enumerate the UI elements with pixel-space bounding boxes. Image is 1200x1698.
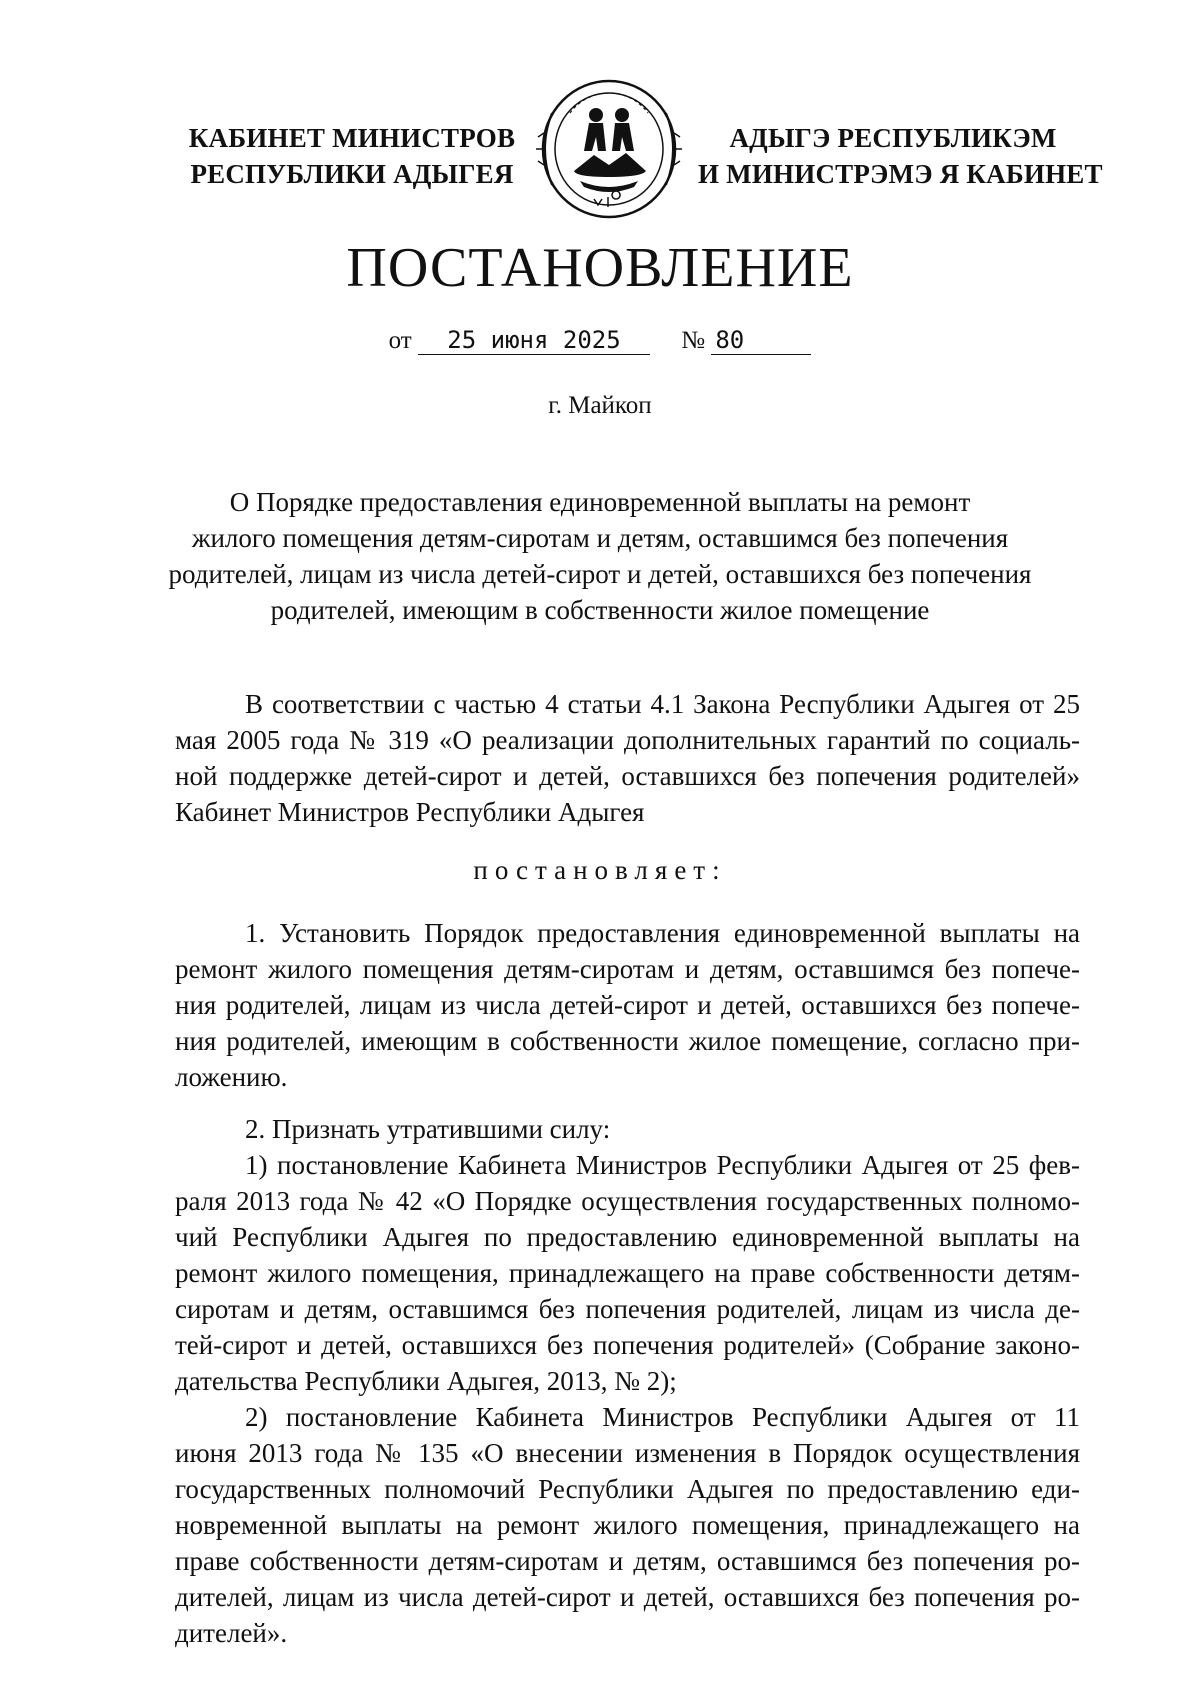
text-line: 1) постановление Кабинета Министров Республики Адыгея от 25 фев- xyxy=(245,1150,1080,1180)
text-line: 1. Установить Порядок предоставления единовременной выплаты на xyxy=(245,918,1080,948)
text-line: Кабинет Министров Республики Адыгея xyxy=(175,797,645,827)
text-line: ной поддержке детей-сирот и детей, оставшихся без попечения родителей» xyxy=(175,761,1080,791)
text-line: июня 2013 года № 135 «О внесении изменения в Порядок осуществления xyxy=(175,1438,1080,1468)
text-line: ния родителей, имеющим в собственности жилое помещение, согласно при- xyxy=(175,1026,1080,1056)
document-date: 25 июня 2025 xyxy=(418,326,650,355)
coat-of-arms-emblem-icon xyxy=(534,73,684,223)
city: г. Майкоп xyxy=(548,392,652,419)
text-line: дательства Республики Адыгея, 2013, № 2); xyxy=(175,1366,677,1396)
title-line: родителей, имеющим в собственности жилое помещение xyxy=(270,595,930,625)
title-line: О Порядке предоставления единовременной выплаты на ремонт xyxy=(229,487,971,517)
text-line: мая 2005 года № 319 «О реализации дополнительных гарантий по социаль- xyxy=(175,725,1080,755)
issuer-line: РЕСПУБЛИКИ АДЫГЕЯ xyxy=(190,159,514,189)
text-line: ремонт жилого помещения, принадлежащего на праве собственности детям- xyxy=(175,1258,1080,1288)
text-line: 2. Признать утратившими силу: xyxy=(245,1114,611,1144)
text-line: 2) постановление Кабинета Министров Республики Адыгея от 11 xyxy=(245,1402,1080,1432)
paragraph-1 xyxy=(175,915,1080,1095)
resolves-word: постановляет: xyxy=(473,855,727,885)
title-line: родителей, лицам из числа детей-сирот и детей, оставшихся без попечения xyxy=(168,559,1032,589)
issuer-name-ru xyxy=(187,120,517,192)
issuer-line: АДЫГЭ РЕСПУБЛИКЭМ xyxy=(729,123,1057,153)
issuer-name-ady xyxy=(698,120,1103,192)
text-line: государственных полномочий Республики Адыгея по предоставлению еди- xyxy=(175,1474,1080,1504)
text-line: ложению. xyxy=(175,1062,288,1092)
text-line: праве собственности детям-сиротам и детям, оставшимся без попечения ро- xyxy=(175,1546,1080,1576)
document-type: ПОСТАНОВЛЕНИЕ xyxy=(346,237,854,299)
document-title xyxy=(150,484,1050,628)
dateline xyxy=(0,326,1200,355)
number-label: № xyxy=(681,327,706,354)
text-line: дителей, лицам из числа детей-сирот и детей, оставшихся без попечения ро- xyxy=(175,1582,1080,1612)
text-line: дителей». xyxy=(175,1618,288,1648)
text-line: раля 2013 года № 42 «О Порядке осуществления государственных полномо- xyxy=(175,1186,1080,1216)
text-line: В соответствии с частью 4 статьи 4.1 Закона Республики Адыгея от 25 xyxy=(245,689,1080,719)
text-line: ния родителей, лицам из числа детей-сирот и детей, оставшихся без попече- xyxy=(175,990,1080,1020)
issuer-line: КАБИНЕТ МИНИСТРОВ xyxy=(188,123,516,153)
date-label: от xyxy=(388,327,412,354)
text-line: новременной выплаты на ремонт жилого помещения, принадлежащего на xyxy=(175,1510,1080,1540)
document-number: 80 xyxy=(711,326,811,355)
title-line: жилого помещения детям-сиротам и детям, оставшимся без попечения xyxy=(191,523,1009,553)
preamble xyxy=(175,686,1080,830)
text-line: сиротам и детям, оставшимся без попечения родителей, лицам из числа де- xyxy=(175,1294,1080,1324)
text-line: ремонт жилого помещения детям-сиротам и детям, оставшимся без попече- xyxy=(175,954,1080,984)
paragraph-2 xyxy=(175,1111,1080,1651)
text-line: тей-сирот и детей, оставшихся без попечения родителей» (Собрание законо- xyxy=(175,1330,1080,1360)
text-line: чий Республики Адыгея по предоставлению единовременной выплаты на xyxy=(175,1222,1080,1252)
issuer-line: И МИНИСТРЭМЭ Я КАБИНЕТ xyxy=(698,159,1103,189)
